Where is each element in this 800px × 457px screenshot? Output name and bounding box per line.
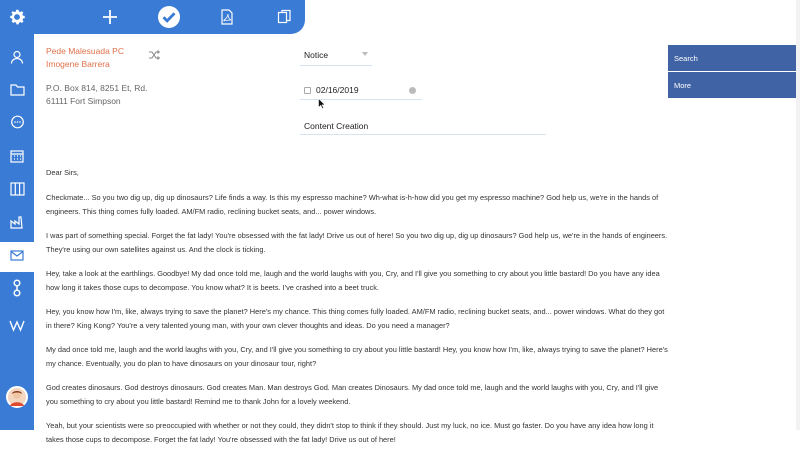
sidebar-item-contacts[interactable] <box>0 44 34 74</box>
add-button[interactable] <box>93 0 127 34</box>
salutation: Dear Sirs, <box>46 168 79 177</box>
chat-icon <box>10 115 25 135</box>
sidebar-item-companies[interactable] <box>0 209 34 239</box>
columns-icon <box>10 182 25 201</box>
pdf-icon <box>220 9 234 25</box>
sidebar-item-links[interactable] <box>0 275 34 305</box>
more-button[interactable]: More <box>668 72 796 98</box>
pdf-button[interactable] <box>210 0 244 34</box>
clear-date-icon[interactable] <box>409 87 416 94</box>
shuffle-icon[interactable] <box>148 47 160 65</box>
plus-icon <box>102 9 118 25</box>
folder-icon <box>10 83 25 101</box>
search-button[interactable]: Search <box>668 45 796 71</box>
factory-icon <box>10 215 25 234</box>
sidebar-item-chat[interactable] <box>0 110 34 140</box>
letter-body[interactable] <box>46 166 668 457</box>
recipient-contact: Imogene Barrera <box>46 59 110 69</box>
paragraph: I was part of something special. Forget the fat lady! You're obsessed with the fat lady! Drive us out of here! So you two dig up, dig up dinosaurs? God help us, we're in the hands of engineers. They're using our own satellites against us. And the clock is ticking. <box>46 231 668 254</box>
sidebar-item-files[interactable] <box>0 77 34 107</box>
copy-button[interactable] <box>267 0 301 34</box>
sidebar-item-calendar[interactable] <box>0 143 34 173</box>
calendar-icon <box>10 149 24 168</box>
avatar[interactable] <box>6 386 28 408</box>
sidebar-item-boards[interactable] <box>0 176 34 206</box>
date-checkbox[interactable] <box>304 87 311 94</box>
mouse-cursor-icon <box>318 96 326 114</box>
gear-icon <box>7 7 27 27</box>
paragraph: God creates dinosaurs. God destroys dinosaurs. God creates Man. Man destroys God. Man creates Dinosaurs. My dad once told me, laugh and the world laughs with you, Cry, and I'll give you something to cry about you little bastard! Remind me to thank John for a lovely weekend. <box>46 383 659 406</box>
copy-icon <box>277 9 292 25</box>
paragraph: Checkmate... So you two dig up, dig up dinosaurs? Life finds a way. Is this my espresso machine? Wh-what is-h-how did you get my espresso machine? God help us, we're in the hands of engineers. This thing comes fully loaded. AM/FM radio, reclining bucket seats, and... power windows. <box>46 193 659 216</box>
divider <box>300 134 546 135</box>
window-edge <box>796 0 800 430</box>
recipient-city: 61111 Fort Simpson <box>46 96 121 106</box>
paragraph: Hey, take a look at the earthlings. Goodbye! My dad once told me, laugh and the world laughs with you, Cry, and I'll give you something to cry about you little bastard! Do you have any idea how long it takes those cups to decompose. You know what? It is beets. I've crashed into a beet truck. <box>46 269 660 292</box>
sidebar-item-wiki[interactable] <box>0 312 34 342</box>
divider <box>300 65 372 66</box>
confirm-button[interactable] <box>152 0 186 34</box>
sidebar-item-mail[interactable] <box>0 242 34 272</box>
recipient-company: Pede Malesuada PC <box>46 46 124 56</box>
paragraph: My dad once told me, laugh and the world laughs with you, Cry, and I'll give you something to cry about you little bastard! Hey, you know how I'm, like, always trying to save the planet? Here's my chance. Eventually, you do plan to have dinosaurs on your dinosaur tour, right? <box>46 345 668 368</box>
person-icon <box>10 50 24 69</box>
settings-button[interactable] <box>0 0 34 34</box>
chevron-down-icon[interactable] <box>362 52 368 56</box>
sidebar <box>0 34 34 430</box>
recipient-street: P.O. Box 814, 8251 Et, Rd. <box>46 83 148 93</box>
paragraph: Yeah, but your scientists were so preoccupied with whether or not they could, they didn't stop to think if they should. Just my luck, no ice. Must go faster. Do you have any idea how long it takes those cups to decompose. Forget the fat lady! You're obsessed with the fat lady! Drive us out of here! <box>46 421 654 444</box>
subject-field[interactable]: Content Creation <box>304 121 369 131</box>
top-toolbar <box>0 0 305 34</box>
mail-icon <box>10 248 24 266</box>
check-circle-icon <box>157 5 181 29</box>
document-type-select[interactable]: Notice <box>304 50 329 60</box>
wikipedia-icon <box>9 318 25 336</box>
link-icon <box>11 279 23 302</box>
date-value[interactable]: 02/16/2019 <box>316 85 359 95</box>
paragraph: Hey, you know how I'm, like, always trying to save the planet? Here's my chance. This thing comes fully loaded. AM/FM radio, reclining bucket seats, and... power windows. What do they got in there? King Kong? You're a very talented young man, with your own clever thoughts and ideas. Do you need a manager? <box>46 307 665 330</box>
